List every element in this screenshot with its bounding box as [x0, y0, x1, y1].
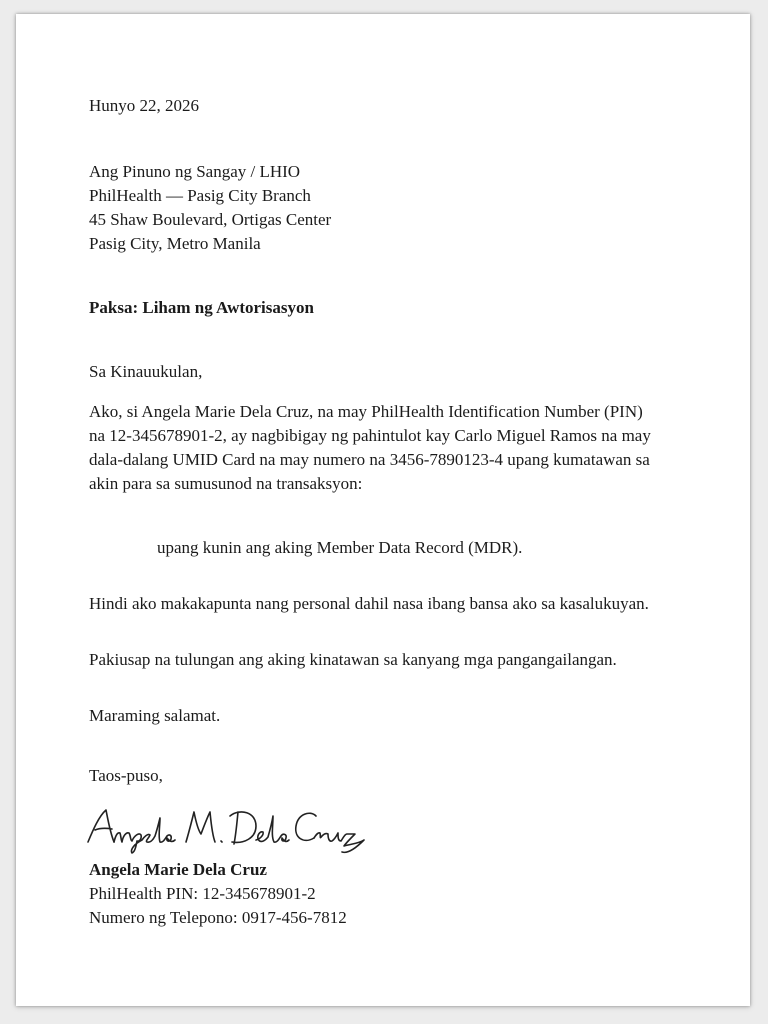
signer-name: Angela Marie Dela Cruz [89, 860, 267, 879]
body-line-3: dala-dalang UMID Card na may numero na 3456-7890123-4 upang kumatawan sa [89, 450, 650, 469]
recipient-line-3: 45 Shaw Boulevard, Ortigas Center [89, 210, 332, 229]
signer-block [89, 858, 709, 930]
body-line-4: akin para sa sumusunod na transaksyon: [89, 474, 363, 493]
thanks-line: Maraming salamat. [89, 706, 221, 725]
letter-subject: Paksa: Liham ng Awtorisasyon [89, 298, 314, 317]
body-paragraph-1 [89, 400, 697, 496]
transaction-item: upang kunin ang aking Member Data Record (MDR). [157, 538, 523, 557]
body-line-2: na 12-345678901-2, ay nagbibigay ng pahintulot kay Carlo Miguel Ramos na may [89, 426, 651, 445]
recipient-line-1: Ang Pinuno ng Sangay / LHIO [89, 162, 301, 181]
recipient-address [89, 160, 709, 256]
letter-page [16, 14, 750, 1006]
signer-pin: PhilHealth PIN: 12-345678901-2 [89, 884, 316, 903]
recipient-line-4: Pasig City, Metro Manila [89, 234, 261, 253]
body-paragraph-3: Pakiusap na tulungan ang aking kinatawan sa kanyang mga pangangailangan. [89, 650, 617, 669]
body-line-1: Ako, si Angela Marie Dela Cruz, na may PhilHealth Identification Number (PIN) [89, 402, 643, 421]
handwritten-signature [84, 800, 384, 856]
letter-date: Hunyo 22, 2026 [89, 96, 200, 115]
closing-line: Taos-puso, [89, 766, 163, 785]
body-paragraph-2: Hindi ako makakapunta nang personal dahil nasa ibang bansa ako sa kasalukuyan. [89, 594, 649, 613]
recipient-line-2: PhilHealth — Pasig City Branch [89, 186, 311, 205]
signer-phone: Numero ng Telepono: 0917-456-7812 [89, 908, 347, 927]
salutation: Sa Kinauukulan, [89, 362, 203, 381]
